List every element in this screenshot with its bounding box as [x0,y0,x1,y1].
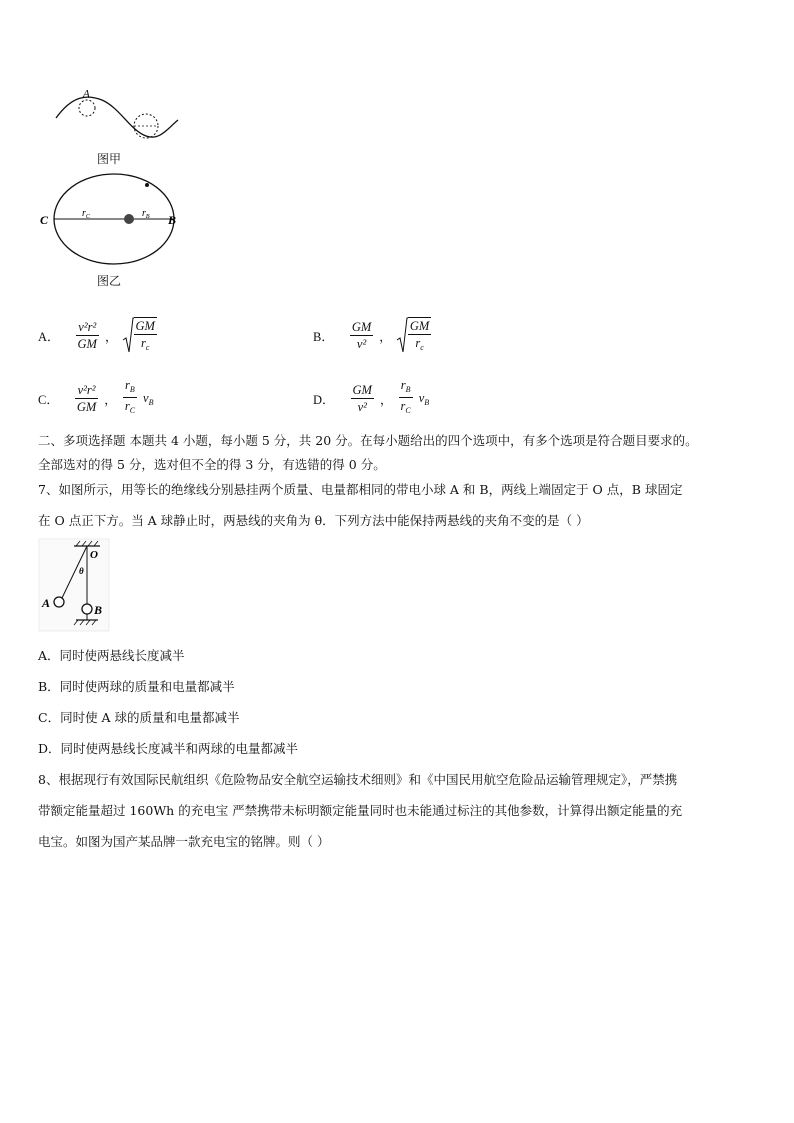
q6-option-d: D． $\frac{GM}{\text{v²}}$ ， $\frac{r_B}{r_C}$ $v_B$ [313,378,430,415]
label-rc-sub: C [85,214,90,220]
q6-option-b: B． $\frac{GM}{\text{v²}}$ ， $\frac{GM}{r_c}$ [313,316,433,356]
sqrt-sign [396,316,408,356]
svg-text:rB [142,208,150,220]
q8-line1: 8、根据现行有效国际民航组织《危险物品安全航空运输技术细则》和《中国民用航空危险品运输管理规定》，严禁携 [38,772,678,787]
option-letter: A． [38,330,60,344]
q7-line2: 在 O 点正下方。当 A 球静止时，两悬线的夹角为 θ．下列方法中能保持两悬线的夹角不变的是（ ） [38,513,589,528]
q6-option-c: C． $\frac{\text{v²r²}}{GM}$ ， $\frac{r_B}{r_C}$ $v_B$ [38,378,154,415]
q6-option-a: A． $\frac{\text{v²r²}}{GM}$ ， $\frac{GM}{r_c}$ [38,316,159,356]
label-theta: θ [79,566,84,576]
label-rc: r [82,208,86,219]
option-letter: C． [38,392,59,407]
q7-line1: 7、如图所示，用等长的绝缘线分别悬挂两个质量、电量都相同的带电小球 A 和 B，两线上端固定于 O 点，B 球固定 [38,482,683,497]
label-a: A [83,88,90,100]
car-a-outline [79,100,95,116]
caption-yi: 图乙 [97,274,122,288]
wave-curve [56,97,178,137]
label-rb: r [142,208,146,219]
q7-option-d: D．同时使两悬线长度减半和两球的电量都减半 [38,741,299,756]
ball-b [82,604,92,614]
q7-option-c: C．同时使 A 球的质量和电量都减半 [38,710,240,725]
figure-pendulum [38,538,110,632]
section2-line2: 全部选对的得 5 分，选对但不全的得 3 分，有选错的得 0 分。 [38,457,386,472]
svg-text:rC [82,208,91,220]
label-o: O [90,549,98,561]
q7-option-b: B．同时使两球的质量和电量都减半 [38,679,235,694]
label-c: C [40,213,49,227]
sqrt-sign [122,316,134,356]
label-a: A [42,596,51,610]
label-b: B [168,213,177,227]
satellite-dot [145,183,149,187]
ball-a [54,597,64,607]
option-letter: B． [313,330,334,344]
q7-option-a: A．同时使两悬线长度减半 [38,648,185,663]
caption-jia: 图甲 [97,152,122,166]
section2-line1: 二、多项选择题 本题共 4 小题，每小题 5 分，共 20 分。在每小题给出的四个选项中，有多个选项是符合题目要求的。 [38,433,698,448]
central-body [124,214,134,224]
q8-line3: 电宝。如图为国产某品牌一款充电宝的铭牌。则（ ） [38,834,330,849]
label-b: B [94,603,103,617]
q8-line2: 带额定能量超过 160Wh 的充电宝 严禁携带未标明额定能量同时也未能通过标注的其他参数，计算得出额定能量的充 [38,803,683,818]
label-rb-sub: B [145,214,150,220]
figure-yi [36,170,186,270]
figure-jia [50,86,185,146]
option-letter: D． [313,392,335,407]
